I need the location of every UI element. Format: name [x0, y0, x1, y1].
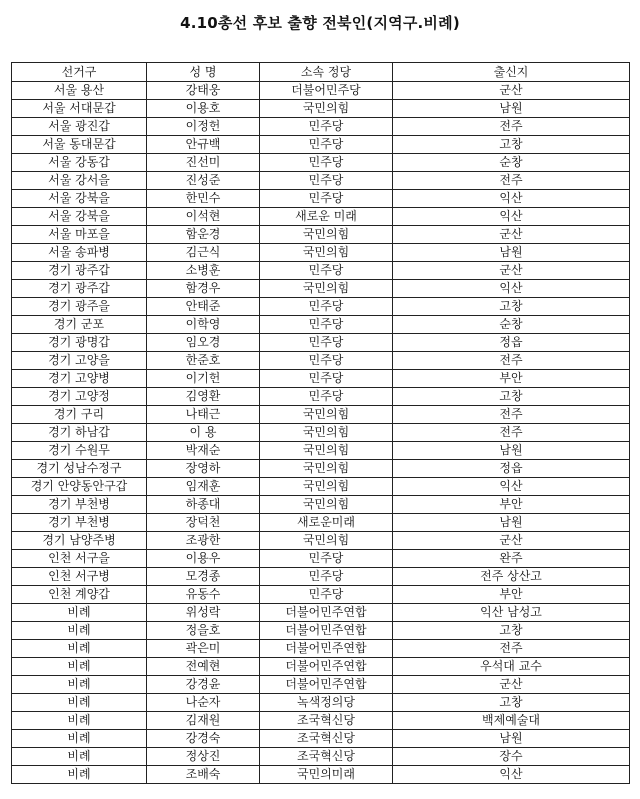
cell-party: 조국혁신당	[260, 712, 393, 730]
cell-origin: 남원	[393, 442, 630, 460]
cell-name: 위성락	[147, 604, 260, 622]
table-row	[12, 532, 630, 550]
cell-district: 서울 강북을	[12, 208, 147, 226]
cell-district: 비례	[12, 712, 147, 730]
cell-district: 서울 광진갑	[12, 118, 147, 136]
cell-district: 비례	[12, 766, 147, 784]
cell-district: 경기 부천병	[12, 514, 147, 532]
table-row	[12, 478, 630, 496]
cell-name: 박재순	[147, 442, 260, 460]
table-row	[12, 316, 630, 334]
cell-party: 국민의힘	[260, 226, 393, 244]
cell-origin: 완주	[393, 550, 630, 568]
cell-district: 경기 구리	[12, 406, 147, 424]
table-row	[12, 118, 630, 136]
cell-name: 나순자	[147, 694, 260, 712]
cell-origin: 장수	[393, 748, 630, 766]
cell-origin: 부안	[393, 586, 630, 604]
cell-origin: 전주	[393, 406, 630, 424]
cell-district: 비례	[12, 658, 147, 676]
cell-origin: 전주	[393, 640, 630, 658]
cell-party: 더불어민주연합	[260, 676, 393, 694]
cell-name: 진성준	[147, 172, 260, 190]
cell-party: 민주당	[260, 352, 393, 370]
cell-name: 강경숙	[147, 730, 260, 748]
table-row	[12, 370, 630, 388]
table-row	[12, 586, 630, 604]
cell-district: 비례	[12, 640, 147, 658]
table-row	[12, 172, 630, 190]
table-row	[12, 280, 630, 298]
cell-district: 비례	[12, 730, 147, 748]
cell-party: 민주당	[260, 154, 393, 172]
cell-party: 국민의힘	[260, 424, 393, 442]
cell-name: 안태준	[147, 298, 260, 316]
cell-party: 민주당	[260, 586, 393, 604]
table-row	[12, 226, 630, 244]
table-row	[12, 262, 630, 280]
header-row	[12, 63, 630, 82]
table-row	[12, 712, 630, 730]
cell-name: 이석현	[147, 208, 260, 226]
cell-name: 안규백	[147, 136, 260, 154]
cell-name: 곽은미	[147, 640, 260, 658]
cell-origin: 고창	[393, 388, 630, 406]
cell-origin: 남원	[393, 100, 630, 118]
cell-name: 임재훈	[147, 478, 260, 496]
cell-origin: 남원	[393, 244, 630, 262]
cell-district: 경기 광주갑	[12, 280, 147, 298]
table-row	[12, 460, 630, 478]
cell-party: 민주당	[260, 568, 393, 586]
cell-name: 정을호	[147, 622, 260, 640]
cell-party: 민주당	[260, 262, 393, 280]
cell-origin: 남원	[393, 730, 630, 748]
cell-name: 모경종	[147, 568, 260, 586]
cell-name: 하종대	[147, 496, 260, 514]
cell-origin: 정읍	[393, 334, 630, 352]
table-row	[12, 694, 630, 712]
cell-origin: 군산	[393, 262, 630, 280]
table-body	[12, 82, 630, 784]
header-origin: 출신지	[393, 63, 630, 82]
cell-party: 더불어민주연합	[260, 604, 393, 622]
cell-name: 김재원	[147, 712, 260, 730]
cell-district: 경기 군포	[12, 316, 147, 334]
cell-name: 함경우	[147, 280, 260, 298]
cell-party: 민주당	[260, 334, 393, 352]
cell-origin: 정읍	[393, 460, 630, 478]
cell-origin: 순창	[393, 154, 630, 172]
cell-party: 녹색정의당	[260, 694, 393, 712]
cell-origin: 부안	[393, 370, 630, 388]
table-row	[12, 730, 630, 748]
cell-district: 경기 광주갑	[12, 262, 147, 280]
table-row	[12, 676, 630, 694]
table-row	[12, 190, 630, 208]
document-title: 4.10총선 후보 출향 전북인(지역구.비례)	[180, 14, 460, 32]
cell-name: 강경윤	[147, 676, 260, 694]
cell-name: 함운경	[147, 226, 260, 244]
table-row	[12, 334, 630, 352]
cell-district: 경기 광주을	[12, 298, 147, 316]
cell-party: 더불어민주연합	[260, 640, 393, 658]
cell-district: 경기 광명갑	[12, 334, 147, 352]
cell-name: 이용우	[147, 550, 260, 568]
cell-party: 민주당	[260, 316, 393, 334]
cell-party: 국민의힘	[260, 406, 393, 424]
cell-origin: 전주	[393, 352, 630, 370]
cell-party: 더불어민주연합	[260, 658, 393, 676]
cell-name: 김근식	[147, 244, 260, 262]
header-name: 성 명	[147, 63, 260, 82]
cell-district: 경기 고양정	[12, 388, 147, 406]
cell-origin: 고창	[393, 694, 630, 712]
cell-party: 더불어민주연합	[260, 622, 393, 640]
cell-party: 국민의힘	[260, 460, 393, 478]
cell-name: 이용호	[147, 100, 260, 118]
cell-origin: 전주	[393, 172, 630, 190]
table-row	[12, 388, 630, 406]
cell-party: 민주당	[260, 190, 393, 208]
table-row	[12, 442, 630, 460]
cell-origin: 전주	[393, 424, 630, 442]
cell-origin: 군산	[393, 532, 630, 550]
cell-origin: 익산	[393, 766, 630, 784]
cell-party: 민주당	[260, 172, 393, 190]
cell-district: 서울 강북을	[12, 190, 147, 208]
table-row	[12, 604, 630, 622]
cell-district: 비례	[12, 748, 147, 766]
table-row	[12, 748, 630, 766]
cell-district: 경기 부천병	[12, 496, 147, 514]
cell-origin: 전주	[393, 118, 630, 136]
cell-name: 조배숙	[147, 766, 260, 784]
cell-party: 더불어민주당	[260, 82, 393, 100]
cell-origin: 고창	[393, 298, 630, 316]
cell-origin: 부안	[393, 496, 630, 514]
table-row	[12, 514, 630, 532]
cell-name: 유동수	[147, 586, 260, 604]
table-row	[12, 496, 630, 514]
cell-district: 서울 송파병	[12, 244, 147, 262]
cell-origin: 백제예술대	[393, 712, 630, 730]
cell-origin: 순창	[393, 316, 630, 334]
cell-district: 서울 서대문갑	[12, 100, 147, 118]
table-row	[12, 640, 630, 658]
cell-name: 한민수	[147, 190, 260, 208]
cell-origin: 우석대 교수	[393, 658, 630, 676]
cell-origin: 군산	[393, 82, 630, 100]
cell-district: 경기 하남갑	[12, 424, 147, 442]
cell-name: 이 용	[147, 424, 260, 442]
candidate-table	[11, 62, 630, 784]
cell-party: 국민의힘	[260, 478, 393, 496]
table-row	[12, 766, 630, 784]
cell-district: 경기 성남수정구	[12, 460, 147, 478]
cell-name: 김영환	[147, 388, 260, 406]
cell-district: 서울 강서을	[12, 172, 147, 190]
table-row	[12, 550, 630, 568]
cell-district: 인천 서구을	[12, 550, 147, 568]
table-row	[12, 352, 630, 370]
cell-party: 국민의힘	[260, 244, 393, 262]
table-row	[12, 154, 630, 172]
cell-name: 장덕천	[147, 514, 260, 532]
cell-name: 전예현	[147, 658, 260, 676]
cell-district: 경기 수원무	[12, 442, 147, 460]
header-party: 소속 정당	[260, 63, 393, 82]
cell-party: 민주당	[260, 370, 393, 388]
cell-party: 새로운 미래	[260, 208, 393, 226]
cell-party: 국민의미래	[260, 766, 393, 784]
cell-origin: 익산	[393, 190, 630, 208]
cell-name: 강태웅	[147, 82, 260, 100]
cell-party: 국민의힘	[260, 442, 393, 460]
cell-name: 진선미	[147, 154, 260, 172]
cell-name: 소병훈	[147, 262, 260, 280]
cell-district: 인천 서구병	[12, 568, 147, 586]
cell-district: 인천 계양갑	[12, 586, 147, 604]
cell-name: 이학영	[147, 316, 260, 334]
table-row	[12, 568, 630, 586]
cell-party: 새로운미래	[260, 514, 393, 532]
cell-party: 민주당	[260, 136, 393, 154]
cell-origin: 익산	[393, 208, 630, 226]
cell-origin: 익산	[393, 478, 630, 496]
cell-origin: 익산	[393, 280, 630, 298]
table-row	[12, 136, 630, 154]
table-row	[12, 100, 630, 118]
table-row	[12, 406, 630, 424]
cell-origin: 남원	[393, 514, 630, 532]
cell-name: 이정헌	[147, 118, 260, 136]
cell-name: 한준호	[147, 352, 260, 370]
header-district: 선거구	[12, 63, 147, 82]
cell-party: 민주당	[260, 550, 393, 568]
cell-district: 비례	[12, 604, 147, 622]
cell-district: 비례	[12, 622, 147, 640]
cell-name: 이기헌	[147, 370, 260, 388]
cell-party: 민주당	[260, 118, 393, 136]
table-row	[12, 622, 630, 640]
table-row	[12, 424, 630, 442]
table-row	[12, 658, 630, 676]
cell-party: 국민의힘	[260, 100, 393, 118]
cell-origin: 전주 상산고	[393, 568, 630, 586]
cell-party: 국민의힘	[260, 280, 393, 298]
cell-name: 조광한	[147, 532, 260, 550]
cell-district: 경기 안양동안구갑	[12, 478, 147, 496]
cell-origin: 익산 남성고	[393, 604, 630, 622]
cell-origin: 고창	[393, 136, 630, 154]
cell-district: 비례	[12, 676, 147, 694]
cell-party: 조국혁신당	[260, 748, 393, 766]
cell-origin: 고창	[393, 622, 630, 640]
cell-name: 임오경	[147, 334, 260, 352]
cell-district: 서울 용산	[12, 82, 147, 100]
cell-party: 민주당	[260, 298, 393, 316]
cell-district: 경기 남양주병	[12, 532, 147, 550]
cell-origin: 군산	[393, 226, 630, 244]
cell-district: 서울 마포을	[12, 226, 147, 244]
cell-party: 국민의힘	[260, 532, 393, 550]
cell-district: 경기 고양을	[12, 352, 147, 370]
cell-party: 민주당	[260, 388, 393, 406]
cell-district: 서울 강동갑	[12, 154, 147, 172]
cell-origin: 군산	[393, 676, 630, 694]
table-row	[12, 298, 630, 316]
table-row	[12, 244, 630, 262]
cell-district: 서울 동대문갑	[12, 136, 147, 154]
table-row	[12, 82, 630, 100]
cell-party: 국민의힘	[260, 496, 393, 514]
cell-district: 비례	[12, 694, 147, 712]
cell-name: 장영하	[147, 460, 260, 478]
cell-name: 나태근	[147, 406, 260, 424]
table-row	[12, 208, 630, 226]
cell-party: 조국혁신당	[260, 730, 393, 748]
cell-name: 정상진	[147, 748, 260, 766]
cell-district: 경기 고양병	[12, 370, 147, 388]
